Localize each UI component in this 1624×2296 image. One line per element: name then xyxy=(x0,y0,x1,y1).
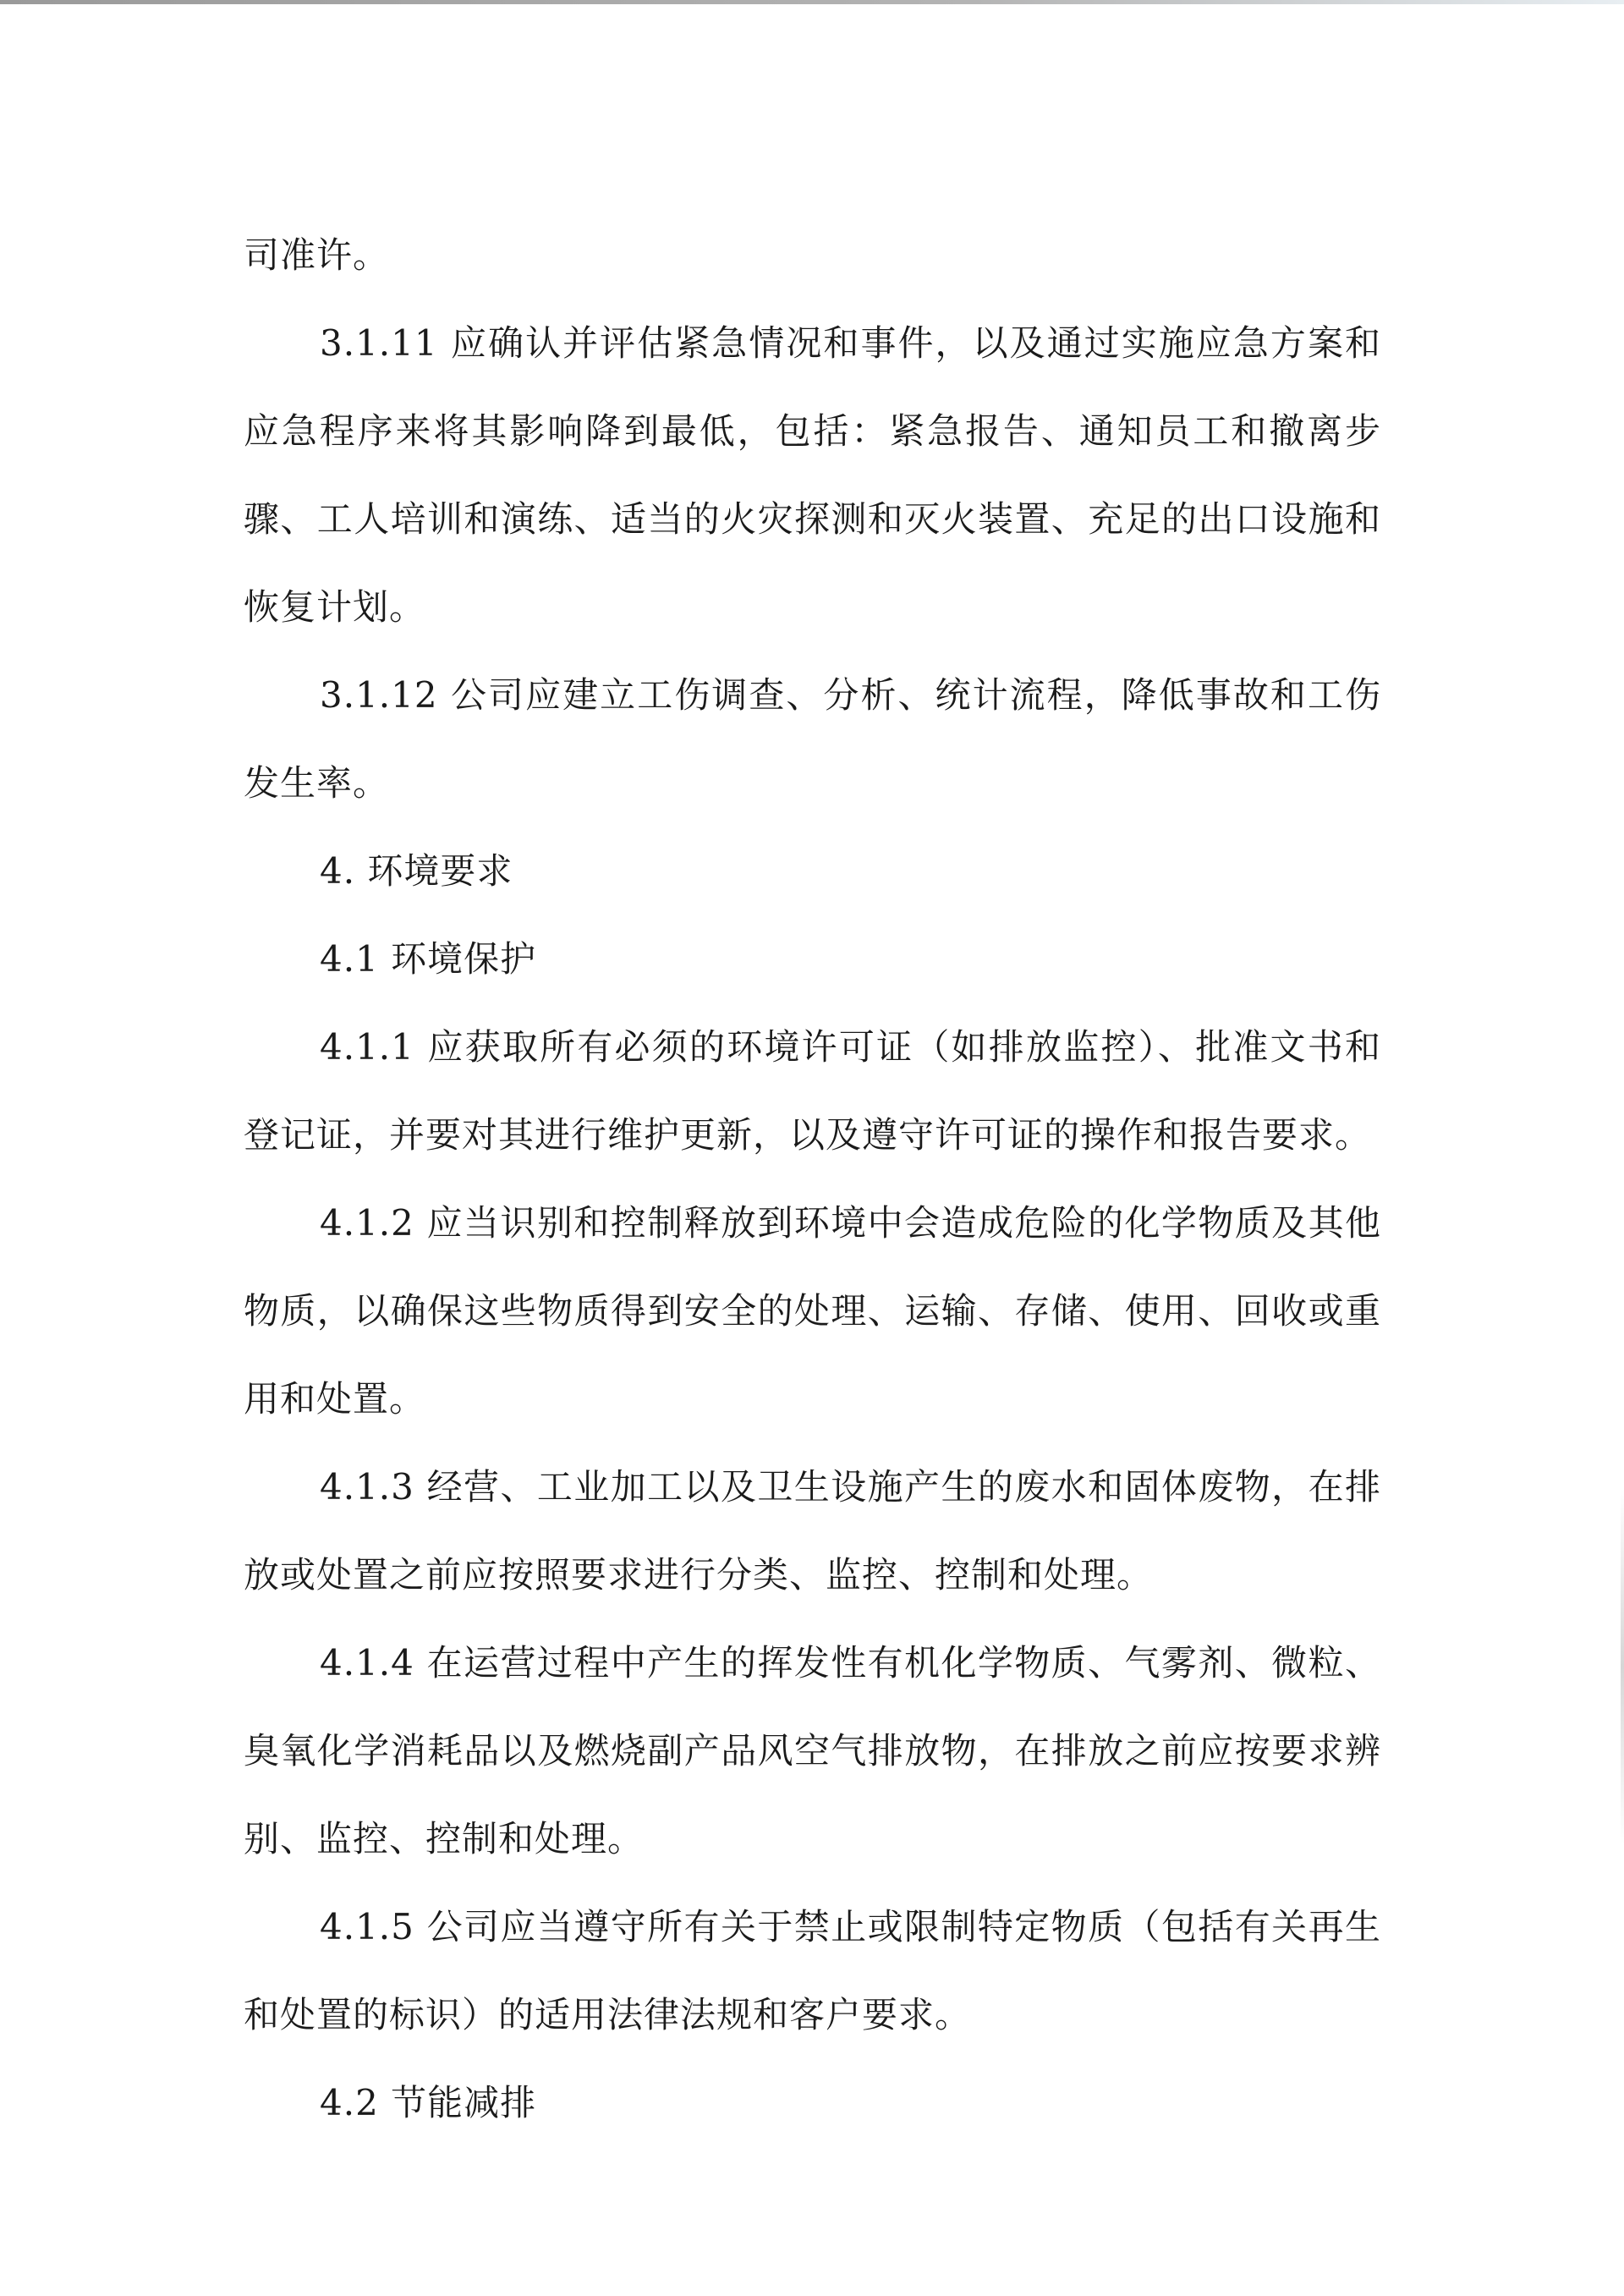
clause-3-1-12: 3.1.12 公司应建立工伤调查、分析、统计流程，降低事故和工伤发生率。 xyxy=(244,674,1381,804)
paragraph-continuation: 司准许。 xyxy=(244,234,390,276)
clause-3-1-11: 3.1.11 应确认并评估紧急情况和事件，以及通过实施应急方案和应急程序来将其影响降到最低，包括：紧急报告、通知员工和撤离步骤、工人培训和演练、适当的火灾探测和灭火装置、充足的出口设施和恢复计划。 xyxy=(244,322,1381,628)
scan-edge-top xyxy=(0,0,1624,4)
clause-4-1-2: 4.1.2 应当识别和控制释放到环境中会造成危险的化学物质及其他物质，以确保这些物质得到安全的处理、运输、存储、使用、回收或重用和处置。 xyxy=(244,1202,1381,1420)
clause-4-1-4: 4.1.4 在运营过程中产生的挥发性有机化学物质、气雾剂、微粒、臭氧化学消耗品以及燃烧副产品风空气排放物，在排放之前应按要求辨别、监控、控制和处理。 xyxy=(244,1642,1381,1859)
scan-edge-right xyxy=(1621,1489,1624,1844)
clause-4-1-3: 4.1.3 经营、工业加工以及卫生设施产生的废水和固体废物，在排放或处置之前应按照要求进行分类、监控、控制和处理。 xyxy=(244,1466,1381,1596)
heading-4: 4. 环境要求 xyxy=(320,850,513,892)
clause-4-1-1: 4.1.1 应获取所有必须的环境许可证（如排放监控）、批准文书和登记证，并要对其进行维护更新，以及遵守许可证的操作和报告要求。 xyxy=(244,1026,1381,1156)
document-page xyxy=(244,211,1381,2147)
heading-4-2: 4.2 节能减排 xyxy=(320,2082,537,2123)
heading-4-1: 4.1 环境保护 xyxy=(320,938,537,980)
clause-4-1-5: 4.1.5 公司应当遵守所有关于禁止或限制特定物质（包括有关再生和处置的标识）的适用法律法规和客户要求。 xyxy=(244,1906,1381,2035)
